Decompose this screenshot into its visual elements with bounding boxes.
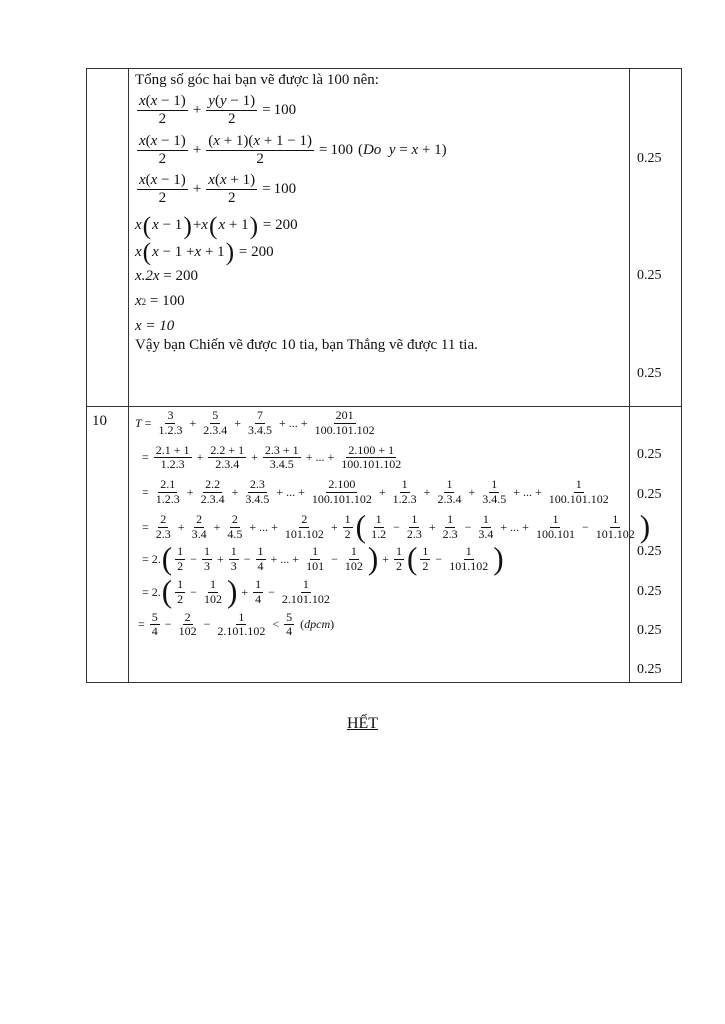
- dpcm-note: dpcm: [304, 617, 331, 632]
- table-row: [87, 407, 682, 683]
- equation-line-1: $\frac{x(x - 1)}{2}$ + $\frac{y(y - 1)}{2}$ = 100: [139, 93, 297, 128]
- equation-line-7: x 2 = 100: [135, 293, 185, 310]
- t-definition-line: T = $\frac{3}{1.2.3}$ + $\frac{5}{2.3.4}$ + $\frac{7}{3.4.5}$ + ... + $\frac{201}{100.101.102}$: [135, 408, 375, 437]
- result-value: 100: [273, 102, 297, 119]
- t-step-4: = 2. ( $\frac{1}{2}$ − $\frac{1}{3}$ + $\frac{1}{3}$ − $\frac{1}{4}$ + ... + $\frac{1}{101}$ − $\frac{1}{102}$ ) + $\frac{1}{2}$ ( $\frac{1}{2}$ − $\frac{1}{101.102}$ ): [142, 541, 504, 577]
- score-value: 0.25: [637, 151, 662, 166]
- t-step-5: = 2. ( $\frac{1}{2}$ − $\frac{1}{102}$ ) + $\frac{1}{4}$ − $\frac{1}{2.101.102}$: [142, 573, 330, 609]
- score-value: 0.25: [637, 623, 662, 638]
- t-step-1: = $\frac{2.1 + 1}{1.2.3}$ + $\frac{2.2 + 1}{2.3.4}$ + $\frac{2.3 + 1}{3.4.5}$ + ... + $\frac{2.100 + 1}{100.101.102}$: [142, 442, 402, 472]
- end-marker: HẾT: [346, 715, 379, 732]
- t-step-3: = $\frac{2}{2.3}$ + $\frac{2}{3.4}$ + $\frac{2}{4.5}$ + ... + $\frac{2}{101.102}$ + $\frac{1}{2}$ ( $\frac{1}{1.2}$ − $\frac{1}{2.3}$ + $\frac{1}{2.3}$ − $\frac{1}{3.4}$ + ... + $\frac{1}{100.101}$ − $\frac{1}{101.102}$ ): [142, 508, 651, 544]
- t-step-2: = $\frac{2.1}{1.2.3}$ + $\frac{2.2}{2.3.4}$ + $\frac{2.3}{3.4.5}$ + ... + $\frac{2.100}{100.101.102}$ + $\frac{1}{1.2.3}$ + $\frac{1}{2.3.4}$ + $\frac{1}{3.4.5}$ + ... + $\frac{1}{100.101.102}$: [142, 477, 609, 506]
- score-value: 0.25: [637, 487, 662, 502]
- intro-text: Tổng số góc hai bạn vẽ được là 100 nên:: [135, 72, 379, 88]
- t-step-6: = $\frac{5}{4}$ − $\frac{2}{102}$ − $\frac{1}{2.101.102}$ < $\frac{5}{4}$ (dpcm): [138, 609, 335, 639]
- x-final: x = 10: [135, 318, 175, 335]
- score-value: 0.25: [637, 447, 662, 462]
- solution-cell: [129, 69, 630, 407]
- score-cell: [630, 69, 682, 407]
- result-value: 100: [273, 181, 297, 198]
- sum-result: 200: [275, 217, 298, 234]
- equation-line-3: $\frac{x(x - 1)}{2}$ + $\frac{x(x + 1)}{2}$ = 100: [139, 172, 297, 207]
- result-value: 100: [162, 293, 185, 310]
- equation-line-5: x ( x − 1 + x + 1 ) = 200: [135, 236, 274, 266]
- do-note: Do: [362, 141, 382, 158]
- question-number-cell: [87, 69, 129, 407]
- table-row: [87, 69, 682, 407]
- exponent: 2: [141, 296, 147, 307]
- score-value: 0.25: [637, 662, 662, 677]
- sum-result: 200: [251, 243, 274, 260]
- score-value: 0.25: [637, 544, 662, 559]
- score-value: 0.25: [637, 268, 662, 283]
- conclusion-text: Vậy bạn Chiến vẽ được 10 tia, bạn Thắng vẽ được 11 tia.: [135, 337, 478, 354]
- score-value: 0.25: [637, 366, 662, 381]
- x-squared: x: [135, 293, 142, 310]
- answer-table: [86, 68, 682, 683]
- equation-line-2: $\frac{x(x - 1)}{2}$ + $\frac{(x + 1)(x + 1 - 1)}{2}$ = 100 (Do y = x + 1): [139, 132, 447, 167]
- result-value: 100: [330, 141, 353, 158]
- score-cell: [630, 407, 682, 683]
- equation-line-4: x ( x − 1 ) + x ( x + 1 ) = 200: [135, 210, 298, 240]
- sum-result: 200: [175, 268, 199, 285]
- equation-line-6: x.2x = 200: [135, 268, 199, 285]
- score-value: 0.25: [637, 584, 662, 599]
- x2-left: x.2x: [135, 268, 160, 285]
- question-number-cell: 10: [87, 407, 129, 683]
